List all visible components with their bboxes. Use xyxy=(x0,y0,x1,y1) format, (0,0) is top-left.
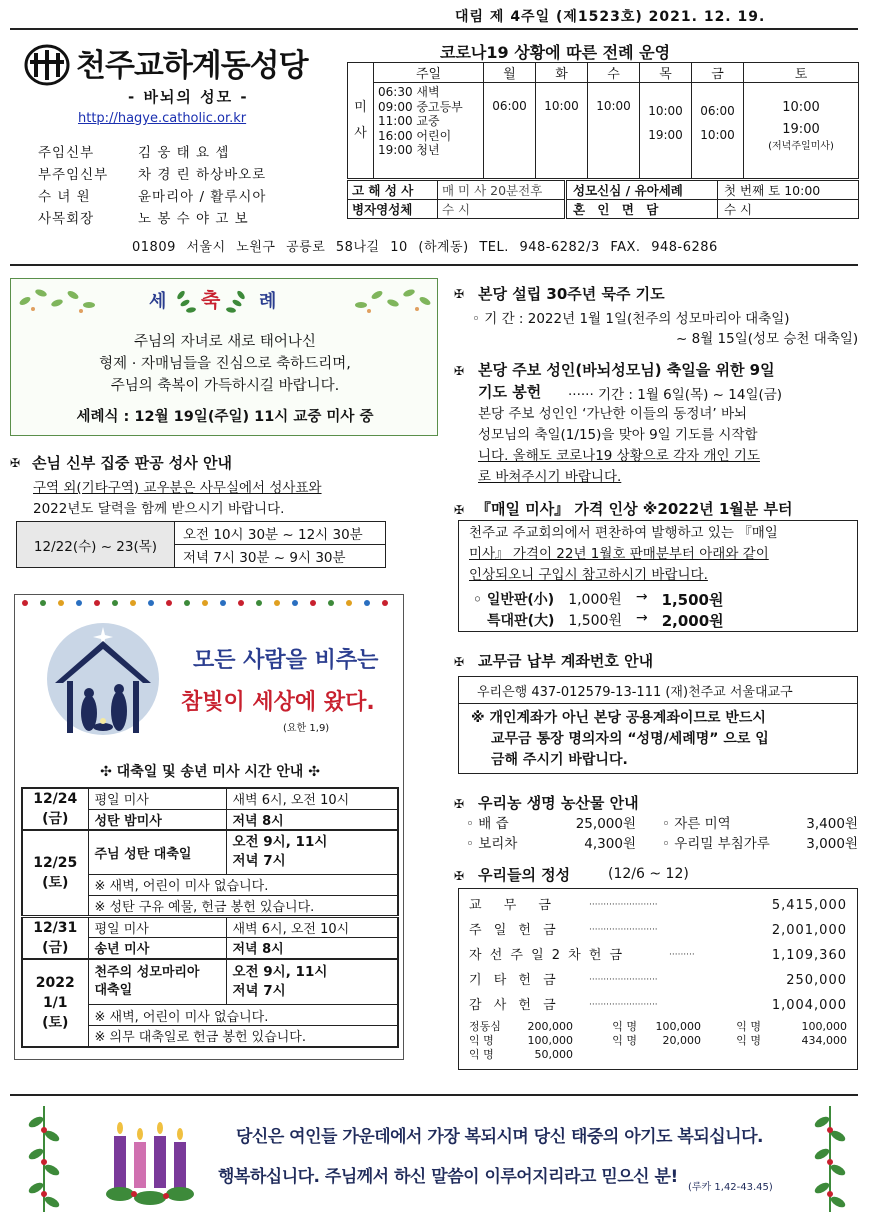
section-bullet-icon: ✠ xyxy=(454,869,465,883)
missal-price-large xyxy=(487,610,724,631)
sunday-mass: 11:00 교중 xyxy=(378,114,440,128)
novena-line: 로 바쳐주시기 바랍니다. xyxy=(478,469,622,485)
staff-role: 부주임신부 xyxy=(38,167,109,183)
price-label: 특대판(大) xyxy=(487,613,555,629)
baptism-line: 형제 · 자매님들을 진심으로 축하드리며, xyxy=(99,356,351,372)
christmas-schedule-title: ✣ 대축일 및 송년 미사 시간 안내 ✣ xyxy=(100,764,320,780)
confession-title: 손님 신부 집중 판공 성사 안내 xyxy=(32,454,232,472)
offering-dots: ········· xyxy=(669,950,695,960)
price-new: 2,000원 xyxy=(661,612,724,630)
farm-title: 우리농 생명 농산물 안내 xyxy=(478,794,639,812)
christmas-banner-ref: (요한 1,9) xyxy=(283,723,330,734)
sacrament-table xyxy=(347,180,859,219)
farm-list xyxy=(466,814,858,854)
cell-date: 2022 1/1 (토) xyxy=(22,959,88,1047)
offering-dots: ························ xyxy=(589,1000,658,1010)
patron-name: - 바뇌의 성모 - xyxy=(128,88,249,106)
baptism-box xyxy=(10,278,438,436)
day-header: 목 xyxy=(640,63,692,83)
offering-row xyxy=(469,943,847,968)
donor-name: 익 명 xyxy=(469,1034,494,1047)
novena-body xyxy=(478,404,760,488)
wedding-label: 혼 인 면 담 xyxy=(566,200,718,219)
section-bullet-icon: ✠ xyxy=(454,364,465,378)
offering-dots: ························ xyxy=(589,900,658,910)
donor-list xyxy=(459,1018,857,1064)
offering-amount: 5,415,000 xyxy=(771,898,847,913)
novena-period: ······ 기간 : 1월 6일(목) ~ 14일(금) xyxy=(568,387,783,403)
mass-time: 오전 9시, 11시 저녁 7시 xyxy=(226,830,398,874)
donor-name: 익 명 xyxy=(736,1020,761,1033)
friday-mass: 10:00 xyxy=(700,128,735,142)
offering-amount: 250,000 xyxy=(786,973,847,988)
mass-time: 새벽 6시, 오전 10시 xyxy=(226,916,398,937)
offering-box xyxy=(458,888,858,1070)
offering-label: 주 일 헌 금 xyxy=(469,923,560,938)
christmas-banner-line1: 모든 사람을 비추는 xyxy=(193,648,379,673)
farm-item-price: 25,000원 xyxy=(575,816,636,832)
missal-body xyxy=(469,523,778,586)
confession-time: 저녁 7시 30분 ~ 9시 30분 xyxy=(175,545,386,568)
anniversary-line2: ~ 8월 15일(성모 승천 대축일) xyxy=(676,331,859,347)
saturday-note: (저녁주일미사) xyxy=(768,141,834,152)
price-new: 1,500원 xyxy=(661,591,724,609)
baptism-title-2: 축 xyxy=(201,288,221,312)
section-bullet-icon: ✠ xyxy=(454,287,465,301)
donor-name: 정동심 xyxy=(469,1020,501,1033)
donor-amount: 50,000 xyxy=(534,1048,573,1061)
donor-name: 익 명 xyxy=(469,1048,494,1061)
farm-item-price: 3,400원 xyxy=(806,816,858,832)
offering-row xyxy=(469,893,847,918)
farm-item-price: 4,300원 xyxy=(584,836,636,852)
donor-name: 익 명 xyxy=(736,1034,761,1047)
donor-amount: 200,000 xyxy=(527,1020,573,1033)
mass-time: 오전 9시, 11시 저녁 7시 xyxy=(226,959,398,1005)
cell-date: 12/31 (금) xyxy=(22,916,88,959)
cell-date: 12/25 (토) xyxy=(22,830,88,916)
footer-ref: (루카 1,42-43.45) xyxy=(688,1182,773,1193)
arrow-right-icon: → xyxy=(635,589,648,605)
confession-table xyxy=(16,521,386,568)
offering-dots: ························ xyxy=(589,975,658,985)
day-header: 주일 xyxy=(374,63,484,83)
staff-name: 노 봉 수 야 고 보 xyxy=(138,211,249,227)
mass-schedule-table xyxy=(347,62,859,179)
sunday-mass: 16:00 어린이 xyxy=(378,128,452,143)
anniversary-line1: ◦ 기 간 : 2022년 1월 1일(천주의 성모마리아 대축일) xyxy=(472,311,790,327)
mass-note: ※ 새벽, 어린이 미사 없습니다. xyxy=(88,1005,398,1026)
section-bullet-icon: ✠ xyxy=(454,655,465,669)
missal-line: 천주교 주교회의에서 편찬하여 발행하고 있는 『매일 xyxy=(469,525,778,541)
baptism-message xyxy=(11,331,439,397)
day-header: 월 xyxy=(484,63,536,83)
monday-mass: 06:00 xyxy=(492,99,527,113)
offering-dots: ························ xyxy=(589,925,658,935)
dues-title: 교무금 납부 계좌번호 안내 xyxy=(478,652,654,670)
parish-logo xyxy=(24,44,70,86)
mass-note: ※ 성탄 구유 예물, 헌금 봉헌 있습니다. xyxy=(88,895,398,916)
thursday-mass: 10:00 xyxy=(648,104,683,118)
confession-line2: 2022년도 달력을 함께 받으시기 바랍니다. xyxy=(33,501,285,517)
staff-name: 차 경 린 하상바오로 xyxy=(138,167,267,183)
dues-note-line: ※ 개인계좌가 아닌 본당 공용계좌이므로 반드시 xyxy=(471,710,766,726)
donor-amount: 20,000 xyxy=(662,1034,701,1047)
wednesday-mass: 10:00 xyxy=(596,99,631,113)
dues-account: 우리은행 437-012579-13-111 (재)천주교 서울대교구 xyxy=(459,677,857,704)
sick-communion-value: 수 시 xyxy=(438,200,566,219)
farm-item-price: 3,000원 xyxy=(806,836,858,852)
donor-amount: 100,000 xyxy=(527,1034,573,1047)
mass-note: ※ 의무 대축일로 헌금 봉헌 있습니다. xyxy=(88,1026,398,1047)
staff-name: 윤마리아 / 활루시아 xyxy=(138,189,267,205)
day-header: 화 xyxy=(536,63,588,83)
address-line: 01809 서울시 노원구 공릉로 58나길 10 (하계동) TEL. 948-6282/3 FAX. 948-6286 xyxy=(132,240,718,255)
offering-title: 우리들의 정성 xyxy=(478,866,571,884)
donor-amount: 100,000 xyxy=(655,1020,701,1033)
offering-row xyxy=(469,918,847,943)
baptism-line: 주님의 자녀로 새로 태어나신 xyxy=(134,334,316,350)
missal-line: 인상되오니 구입시 참고하시기 바랍니다. xyxy=(469,567,708,583)
parish-url-link[interactable]: http://hagye.catholic.or.kr xyxy=(78,111,247,126)
mass-name: 송년 미사 xyxy=(88,937,226,958)
day-header: 금 xyxy=(692,63,744,83)
marian-value: 첫 번째 토 10:00 xyxy=(718,181,859,200)
christmas-box xyxy=(14,594,404,1060)
novena-line: 니다. 올해도 코로나19 상황으로 각자 개인 기도 xyxy=(478,448,760,464)
mass-time: 저녁 8시 xyxy=(226,937,398,958)
confession-line1: 구역 외(기타구역) 교우분은 사무실에서 성사표와 xyxy=(33,480,322,496)
baptism-date: 세례식 : 12월 19일(주일) 11시 교중 미사 중 xyxy=(76,409,374,425)
mass-time: 저녁 8시 xyxy=(226,809,398,830)
cell-date: 12/24 (금) xyxy=(22,788,88,830)
advent-candles-icon xyxy=(100,1118,200,1208)
baptism-title-1: 세 xyxy=(149,291,167,312)
offering-label: 자 선 주 일 2 차 헌 금 xyxy=(469,948,625,963)
wedding-value: 수 시 xyxy=(718,200,859,219)
christmas-banner-line2: 참빛이 세상에 왔다. xyxy=(181,690,375,715)
price-label: ◦ 일반판(小) xyxy=(473,592,555,608)
ornament-garland-icon xyxy=(15,597,405,609)
dues-note xyxy=(459,704,857,771)
dues-note-line: 금해 주시기 바랍니다. xyxy=(491,752,628,768)
missal-box xyxy=(458,520,858,632)
day-header: 토 xyxy=(744,63,859,83)
marian-label: 성모신심 / 유아세례 xyxy=(566,181,718,200)
missal-line: 미사』 가격이 22년 1월호 판매분부터 아래와 같이 xyxy=(469,546,769,562)
donor-name: 익 명 xyxy=(612,1034,637,1047)
christmas-schedule-table xyxy=(21,787,399,1048)
sunday-mass: 09:00 중고등부 xyxy=(378,99,463,114)
arrow-right-icon: → xyxy=(635,610,648,626)
offering-amount: 1,109,360 xyxy=(771,948,847,963)
mass-row-label: 미 사 xyxy=(348,63,374,179)
section-bullet-icon: ✠ xyxy=(10,456,21,470)
day-header: 수 xyxy=(588,63,640,83)
dues-note-line: 교무금 통장 명의자의 “성명/세례명” 으로 입 xyxy=(491,731,769,747)
mass-schedule-title: 코로나19 상황에 따른 전례 운영 xyxy=(440,43,671,62)
tuesday-mass: 10:00 xyxy=(544,99,579,113)
mistletoe-right-icon xyxy=(810,1104,850,1214)
offering-row xyxy=(469,993,847,1018)
donor-name: 익 명 xyxy=(612,1020,637,1033)
confession-time: 오전 10시 30분 ~ 12시 30분 xyxy=(175,522,386,545)
offering-label: 감 사 헌 금 xyxy=(469,998,560,1013)
nativity-illustration xyxy=(45,617,175,737)
baptism-line: 주님의 축복이 가득하시길 바랍니다. xyxy=(110,378,340,394)
saturday-mass: 19:00 xyxy=(782,122,820,137)
mass-name: 천주의 성모마리아 대축일 xyxy=(88,959,226,1005)
staff-list xyxy=(38,142,328,230)
novena-title: 본당 주보 성인(바뇌성모님) 축일을 위한 9일 xyxy=(478,361,775,379)
donor-amount: 100,000 xyxy=(801,1020,847,1033)
farm-item-name: ◦ 우리밀 부침가루 xyxy=(662,836,770,852)
staff-name: 김 웅 태 요 셉 xyxy=(138,145,230,161)
price-old: 1,000원 xyxy=(568,592,622,608)
farm-item-name: ◦ 자른 미역 xyxy=(662,816,731,832)
friday-mass: 06:00 xyxy=(700,104,735,118)
issue-line: 대림 제 4주일 (제1523호) 2021. 12. 19. xyxy=(455,9,766,25)
novena-line: 성모님의 축일(1/15)을 맞아 9일 기도를 시작합 xyxy=(478,427,758,443)
sunday-mass: 06:30 새벽 xyxy=(378,85,440,99)
mass-name: 성탄 밤미사 xyxy=(88,809,226,830)
thursday-mass: 19:00 xyxy=(648,128,683,142)
sunday-mass: 19:00 청년 xyxy=(378,143,440,157)
confession-label: 고 해 성 사 xyxy=(348,181,438,200)
staff-role: 주임신부 xyxy=(38,145,95,161)
baptism-title-3: 례 xyxy=(259,291,277,312)
staff-role: 수 녀 원 xyxy=(38,189,91,205)
confession-date: 12/22(수) ~ 23(목) xyxy=(17,522,175,568)
offering-label: 기 타 헌 금 xyxy=(469,973,560,988)
confession-value: 매 미 사 20분전후 xyxy=(438,181,566,200)
donor-amount: 434,000 xyxy=(801,1034,847,1047)
section-bullet-icon: ✠ xyxy=(454,797,465,811)
mass-note: ※ 새벽, 어린이 미사 없습니다. xyxy=(88,874,398,895)
mass-name: 평일 미사 xyxy=(88,916,226,937)
novena-title-2: 기도 봉헌 xyxy=(478,383,542,401)
price-old: 1,500원 xyxy=(568,613,622,629)
section-bullet-icon: ✠ xyxy=(454,503,465,517)
mass-name: 주님 성탄 대축일 xyxy=(88,830,226,874)
offering-label: 교 무 금 xyxy=(469,898,560,913)
staff-role: 사목회장 xyxy=(38,211,95,227)
footer-verse-1: 당신은 여인들 가운데에서 가장 복되시며 당신 태중의 아기도 복되십니다. xyxy=(236,1127,763,1147)
mistletoe-left-icon xyxy=(24,1104,64,1214)
missal-title: 『매일 미사』 가격 인상 ※2022년 1월분 부터 xyxy=(476,500,793,518)
novena-line: 본당 주보 성인인 ‘가난한 이들의 동정녀’ 바뇌 xyxy=(478,406,748,422)
dues-box xyxy=(458,676,858,774)
farm-item-name: ◦ 배 즙 xyxy=(466,816,509,832)
farm-item-name: ◦ 보리차 xyxy=(466,836,518,852)
saturday-mass: 10:00 xyxy=(782,100,820,115)
mass-time: 새벽 6시, 오전 10시 xyxy=(226,788,398,809)
offering-period: (12/6 ~ 12) xyxy=(608,866,689,882)
offering-row xyxy=(469,968,847,993)
parish-name: 천주교하계동성당 xyxy=(76,48,308,84)
offering-amount: 2,001,000 xyxy=(771,923,847,938)
mass-name: 평일 미사 xyxy=(88,788,226,809)
footer-verse-2: 행복하십니다. 주님께서 하신 말씀이 이루어지리라고 믿으신 분! xyxy=(218,1167,678,1187)
offering-amount: 1,004,000 xyxy=(771,998,847,1013)
missal-price-regular xyxy=(473,589,723,610)
sick-communion-label: 병자영성체 xyxy=(348,200,438,219)
anniversary-title: 본당 설립 30주년 묵주 기도 xyxy=(478,285,665,303)
